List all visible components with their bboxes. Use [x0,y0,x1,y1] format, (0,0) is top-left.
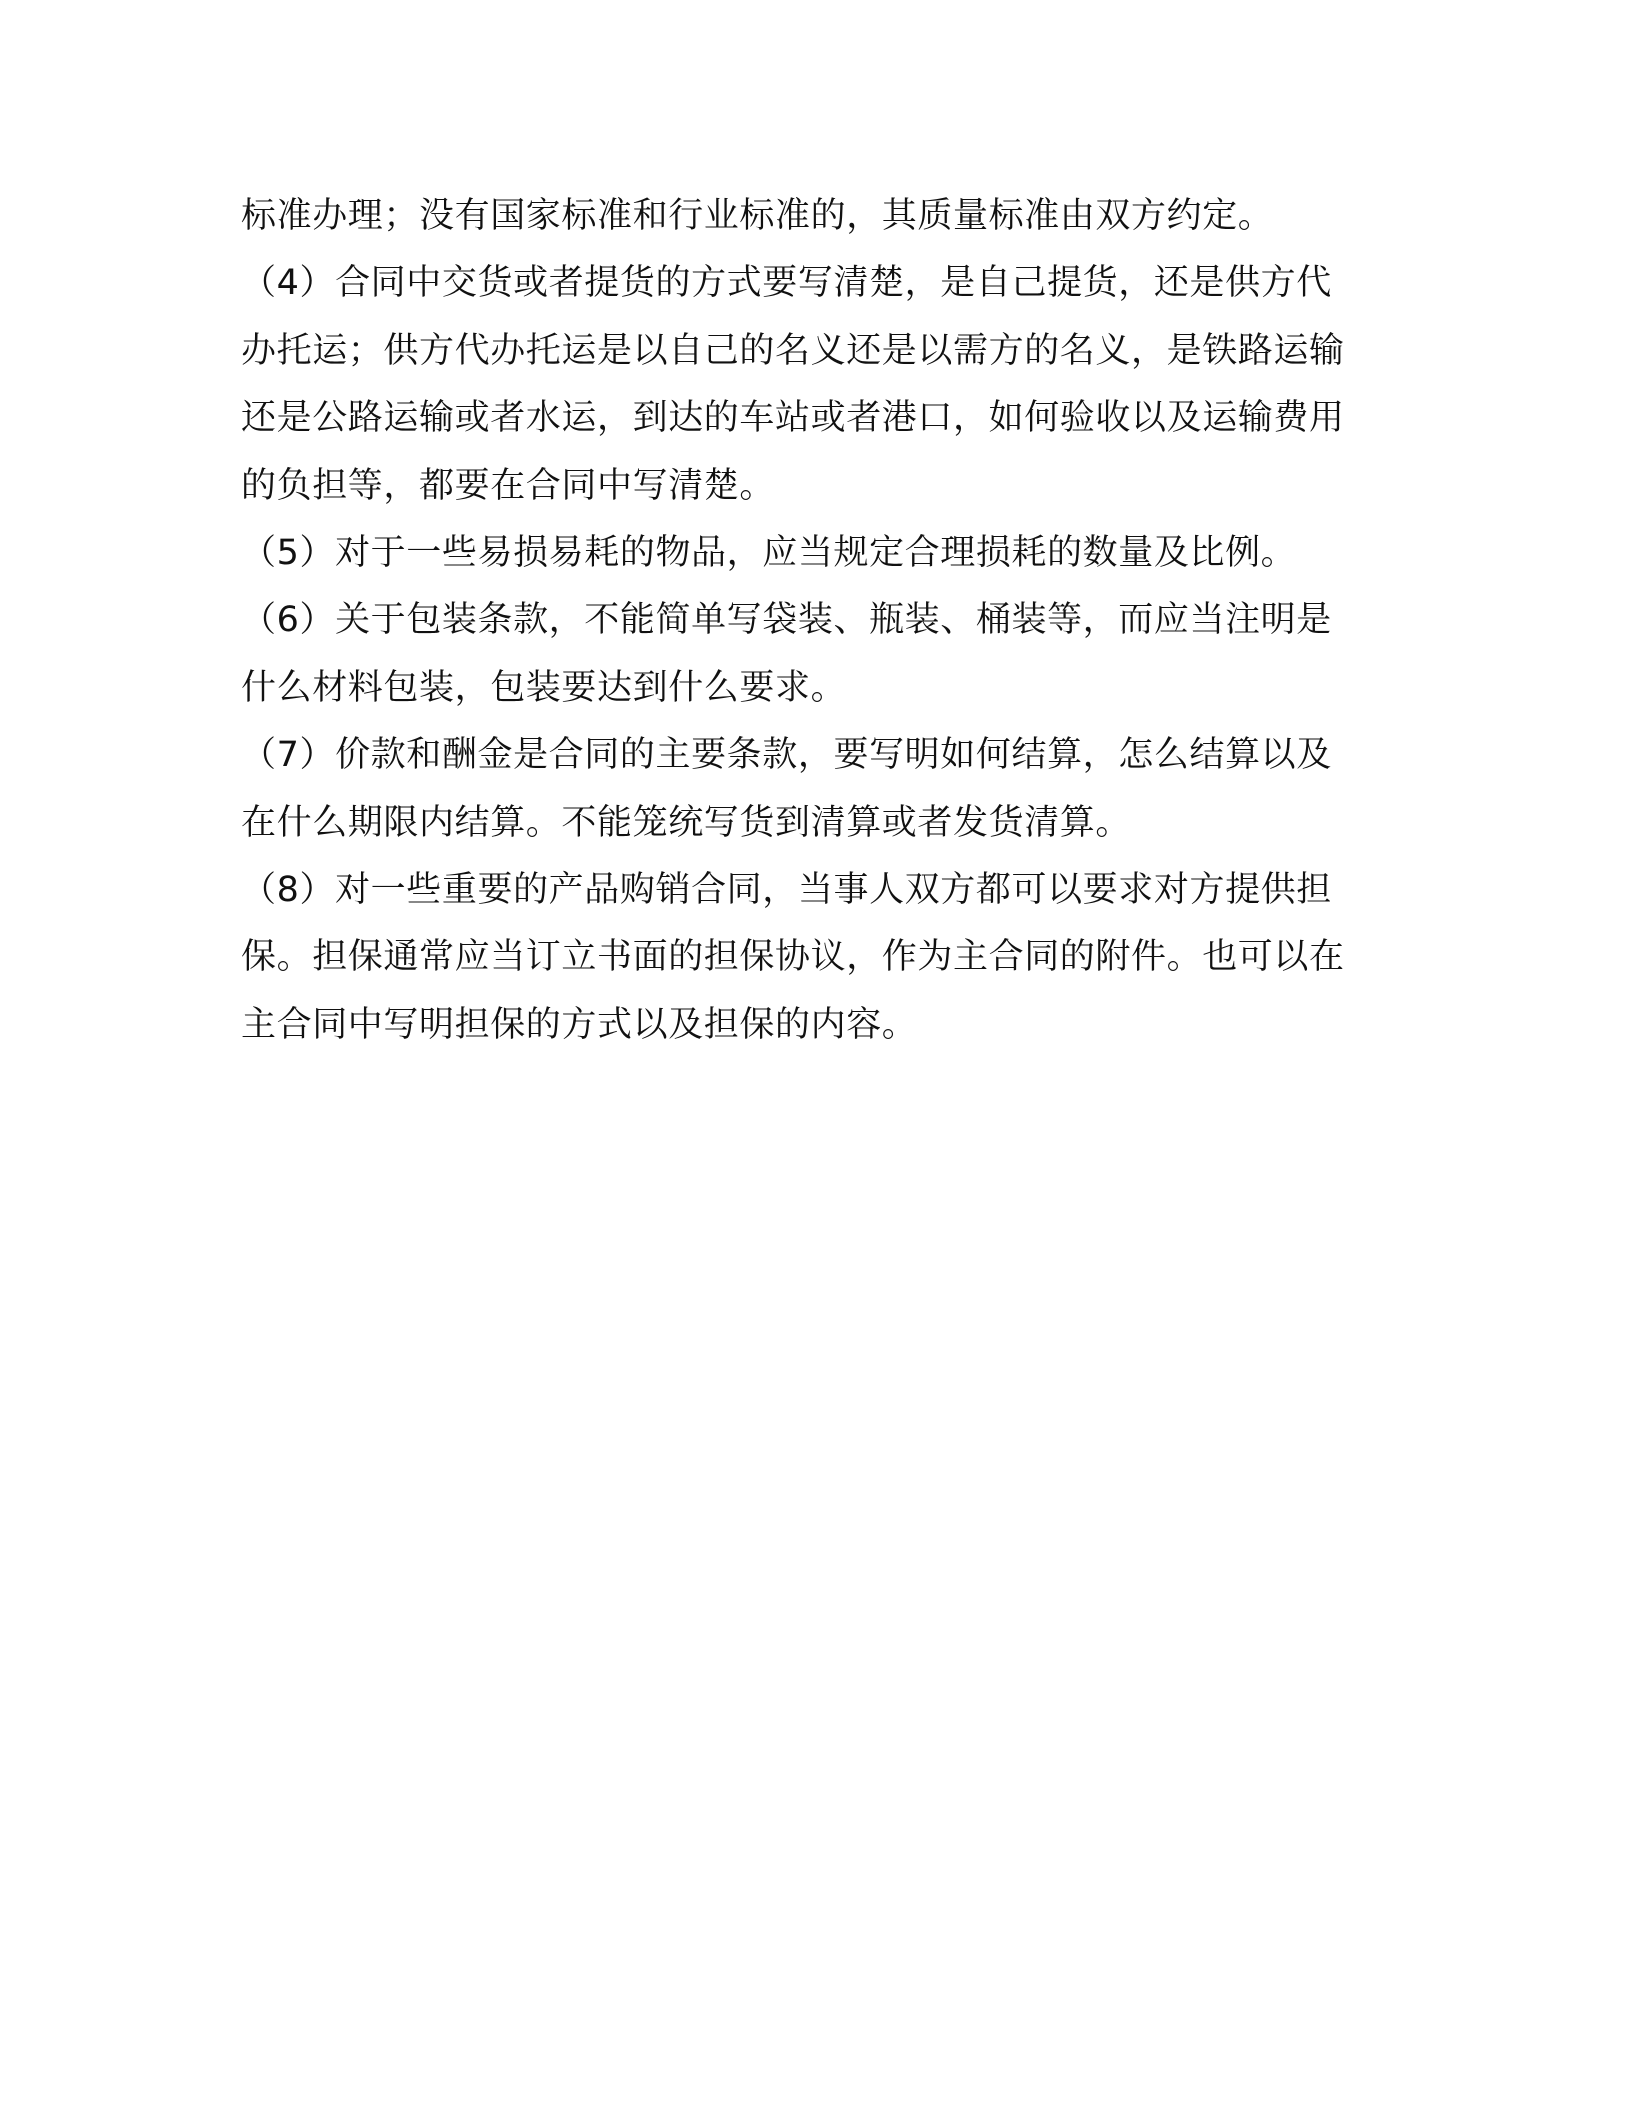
clause-7-line-1: （7）价款和酬金是合同的主要条款，要写明如何结算，怎么结算以及 [241,735,1332,776]
clause-5-line-1: （5）对于一些易损易耗的物品，应当规定合理损耗的数量及比例。 [241,532,1297,573]
clause-4-line-2: 办托运；供方代办托运是以自己的名义还是以需方的名义，是铁路运输 [241,330,1345,371]
clause-4-line-3: 还是公路运输或者水运，到达的车站或者港口，如何验收以及运输费用 [241,398,1345,439]
clause-6-line-1: （6）关于包装条款，不能简单写袋装、瓶装、桶装等，而应当注明是 [241,600,1332,641]
clause-8-line-1: （8）对一些重要的产品购销合同，当事人双方都可以要求对方提供担 [241,869,1332,910]
clause-4-line-4: 的负担等，都要在合同中写清楚。 [241,465,776,506]
clause-8-line-3: 主合同中写明担保的方式以及担保的内容。 [241,1004,918,1045]
clause-4-line-1: （4）合同中交货或者提货的方式要写清楚，是自己提货，还是供方代 [241,263,1332,304]
clause-7-line-2: 在什么期限内结算。不能笼统写货到清算或者发货清算。 [241,802,1132,843]
paragraph-3-continuation-line: 标准办理；没有国家标准和行业标准的，其质量标准由双方约定。 [241,196,1274,236]
clause-6-line-2: 什么材料包装，包装要达到什么要求。 [241,667,847,708]
document-body [241,183,1391,1059]
clause-8-line-2: 保。担保通常应当订立书面的担保协议，作为主合同的附件。也可以在 [241,937,1345,978]
